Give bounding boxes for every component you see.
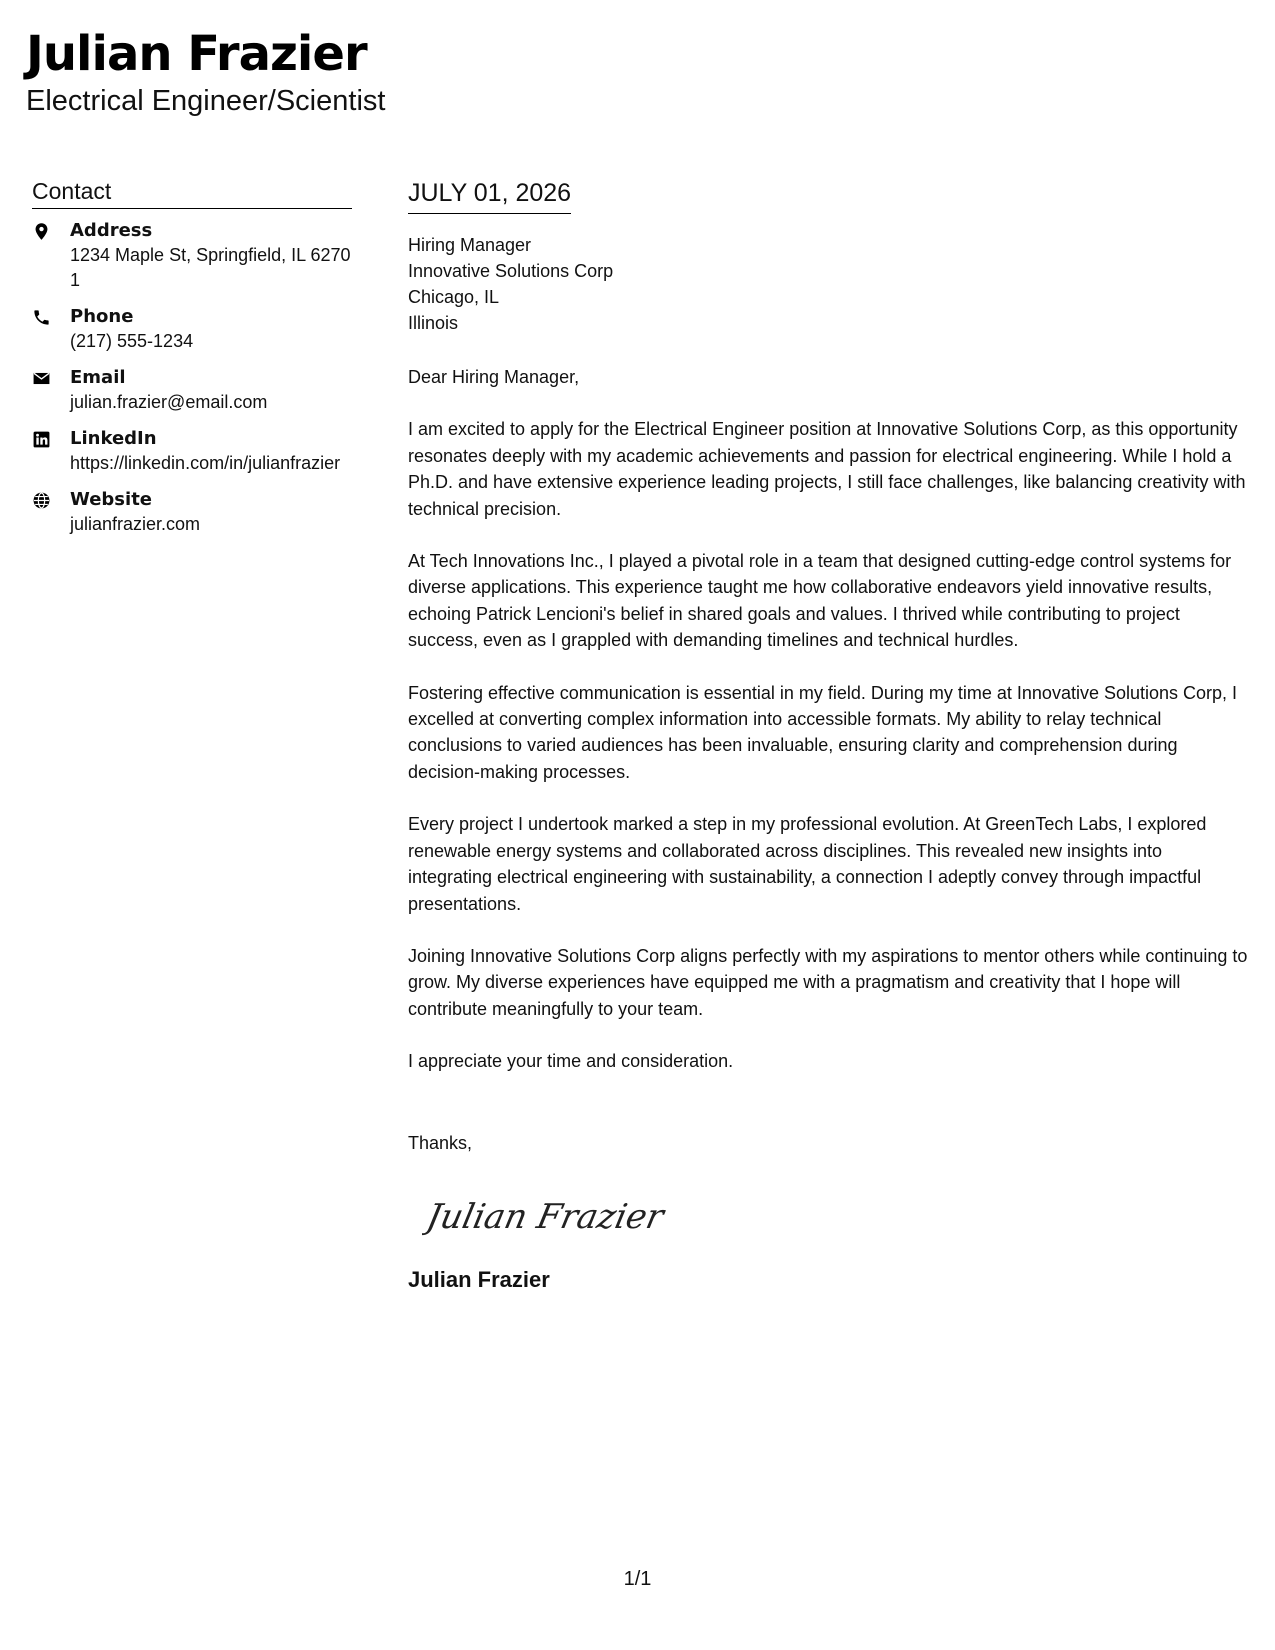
linkedin-icon (32, 427, 70, 449)
contact-value: julianfrazier.com (70, 514, 201, 534)
applicant-title: Electrical Engineer/Scientist (26, 85, 386, 117)
contact-item-address (32, 219, 352, 293)
paragraph: Every project I undertook marked a step in my professional evolution. At GreenTech Labs, I explored renewable energy systems and collaborated across disciplines. This revealed new insights into integrating electrical engineering with sustainability, a connection I adeptly convey through impactful presentations. (408, 814, 1207, 914)
applicant-name: Julian Frazier (26, 26, 367, 82)
contact-sidebar (32, 176, 352, 549)
contact-label: Email (70, 367, 126, 388)
contact-item-phone (32, 305, 352, 354)
contact-item-linkedin (32, 427, 352, 476)
paragraph: I appreciate your time and consideration. (408, 1051, 734, 1072)
contact-label: LinkedIn (70, 428, 157, 449)
paragraph: I am excited to apply for the Electrical Engineer position at Innovative Solutions Corp, as this opportunity resonates deeply with my academic achievements and passion for electrical engineering. While I hold a Ph.D. and have extensive experience leading projects, I still face challenges, like balancing creativity with technical precision. (408, 419, 1246, 519)
contact-label: Address (70, 220, 153, 241)
signature-image (422, 1186, 682, 1246)
paragraph: At Tech Innovations Inc., I played a pivotal role in a team that designed cutting-edge control systems for diverse applications. This experience taught me how collaborative endeavors yield innovative results, echoing Patrick Lencioni's belief in shared goals and values. I thrived while contributing to project success, even as I grappled with demanding timelines and technical hurdles. (408, 551, 1232, 651)
globe-icon (32, 488, 70, 510)
contact-value: (217) 555-1234 (70, 331, 194, 351)
page-number: 1/1 (623, 1568, 652, 1590)
contact-value: https://linkedin.com/in/julianfrazier (70, 453, 341, 473)
envelope-icon (32, 366, 70, 388)
phone-icon (32, 305, 70, 327)
recipient-line: Hiring Manager (408, 235, 532, 255)
paragraph: Joining Innovative Solutions Corp aligns perfectly with my aspirations to mentor others while continuing to grow. My diverse experiences have equipped me with a pragmatism and creativity that I hope will contribute meaningfully to your team. (408, 945, 1248, 1019)
contact-value: julian.frazier@email.com (70, 392, 268, 412)
recipient-line: Innovative Solutions Corp (408, 261, 614, 281)
recipient-address (408, 232, 1248, 336)
contact-list (32, 219, 352, 537)
map-pin-icon (32, 219, 70, 241)
contact-heading: Contact (32, 176, 352, 209)
contact-item-website (32, 488, 352, 537)
contact-label: Phone (70, 306, 134, 327)
contact-value: 1234 Maple St, Springfield, IL 62701 (70, 245, 351, 290)
contact-label: Website (70, 489, 153, 510)
letter-header (26, 24, 385, 118)
contact-item-email (32, 366, 352, 415)
recipient-line: Chicago, IL (408, 287, 500, 307)
recipient-line: Illinois (408, 313, 459, 333)
letter-date: JULY 01, 2026 (408, 176, 571, 214)
salutation: Dear Hiring Manager, (408, 367, 580, 387)
svg-text:Julian Frazier: Julian Frazier (423, 1196, 668, 1237)
letter-body (408, 176, 1248, 1295)
paragraph: Fostering effective communication is essential in my field. During my time at Innovative Solutions Corp, I excelled at converting complex information into accessible formats. My ability to relay technical conclusions to varied audiences has been invaluable, ensuring clarity and comprehension during decision-making processes. (408, 682, 1238, 782)
signer-name: Julian Frazier (408, 1266, 550, 1292)
closing: Thanks, (408, 1132, 473, 1153)
